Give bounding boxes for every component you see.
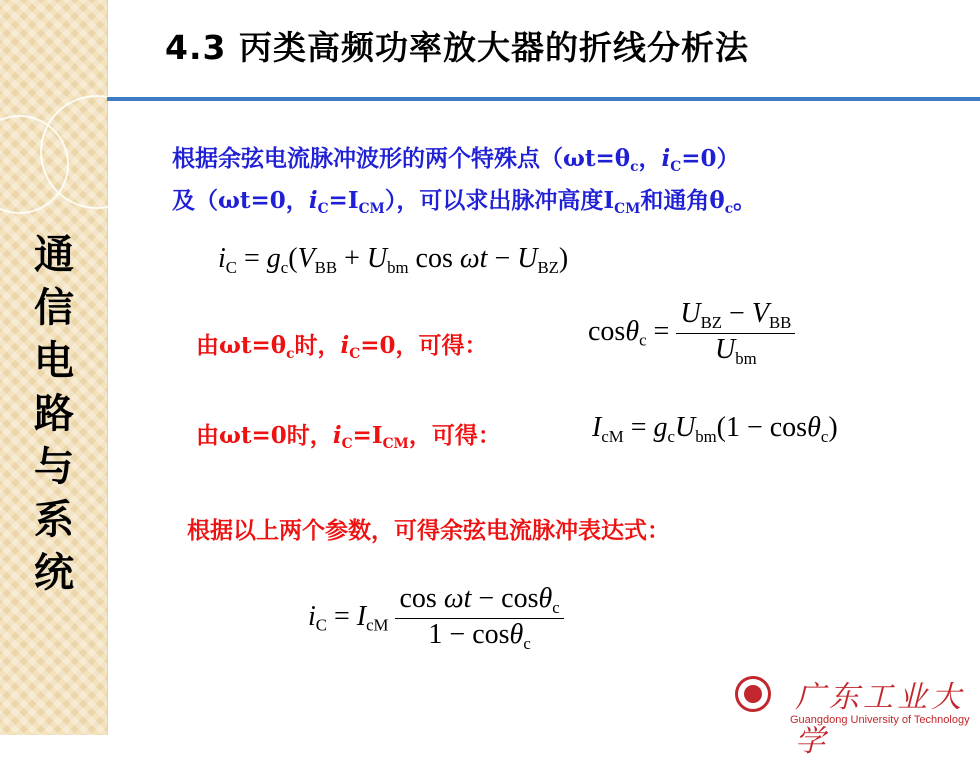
- vertical-char: 信: [34, 284, 74, 331]
- equation-ic-waveform: $i_C = g_c(V_{BB} + U_{bm}$ $\cos \omega t - U_{BZ}$): [218, 243, 569, 277]
- fraction: $\frac{\cos \omega t - \cos\theta_c}{1 - \cos\theta_c}$: [395, 583, 563, 654]
- equation-cos-theta: cosθ$_c$ = $\frac{U_{BZ} - V_{BB}}{U_{bm}}$: [588, 298, 795, 369]
- vertical-char: 与: [34, 443, 74, 490]
- condition-1: 由$\omega t=\theta_c$时，$i_C=0$，可得：: [196, 332, 488, 362]
- vertical-char: 电: [34, 337, 74, 384]
- fraction: $\frac{U_{BZ} - V_{BB}}{U_{bm}}$: [676, 298, 795, 369]
- university-name-cn: 广东工业大学: [795, 680, 965, 759]
- vertical-char: 统: [34, 549, 74, 596]
- equation-pulse-expression: $i_C = I_{cM}$ $\frac{\cos \omega t - \cos\theta_c}{1 - \cos\theta_c}$: [308, 583, 564, 654]
- sidebar: [0, 0, 108, 735]
- university-name-en: Guangdong University of Technology: [790, 714, 970, 726]
- vertical-course-title: [26, 228, 82, 599]
- condition-2: 由ωt=0时，$i_C=I_{CM}$，可得：: [196, 422, 501, 452]
- title-divider: [107, 97, 980, 101]
- vertical-char: 通: [34, 231, 74, 278]
- equation-icm: $I_{cM} = g_cU_{bm}(1 - \cos\theta_c)$: [592, 412, 838, 446]
- vertical-char: 系: [34, 496, 74, 543]
- summary-text: 根据以上两个参数，可得余弦电流脉冲表达式：: [187, 517, 670, 544]
- intro-line-2: 及（ωt=0，$i_C=I_{CM}$），可以求出脉冲高度$I_{CM}$和通角$\theta_c$。: [172, 187, 757, 217]
- slide-title: 4.3 丙类高频功率放大器的折线分析法: [165, 28, 749, 67]
- vertical-char: 路: [34, 390, 74, 437]
- intro-line-1: 根据余弦电流脉冲波形的两个特殊点（$\omega t=\theta_c$，$i_C=0$）: [172, 145, 740, 175]
- university-seal-icon: [735, 676, 771, 712]
